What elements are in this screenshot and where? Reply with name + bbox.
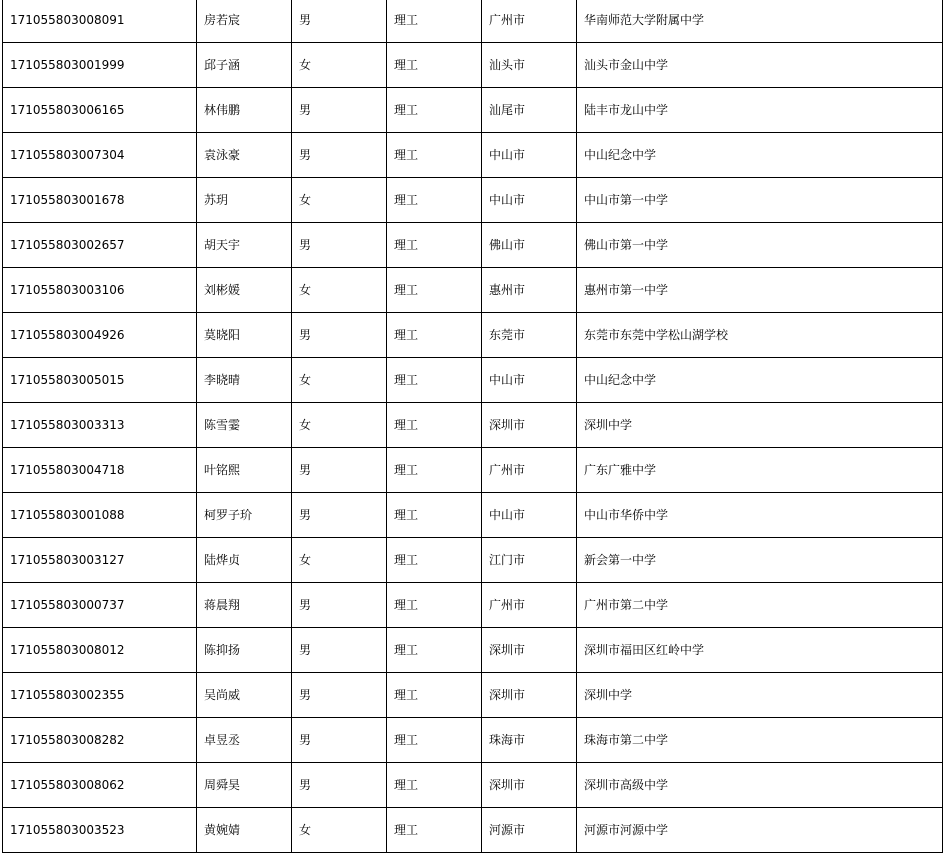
exam-id-cell: 171055803008062 — [3, 763, 197, 808]
track-cell: 理工 — [387, 268, 482, 313]
gender-cell: 男 — [292, 718, 387, 763]
gender-cell: 女 — [292, 268, 387, 313]
student-name-cell: 莫晓阳 — [197, 313, 292, 358]
gender-cell: 男 — [292, 223, 387, 268]
school-cell: 深圳中学 — [577, 403, 943, 448]
school-cell: 陆丰市龙山中学 — [577, 88, 943, 133]
table-row — [3, 718, 943, 763]
exam-id-cell: 171055803001678 — [3, 178, 197, 223]
track-cell: 理工 — [387, 403, 482, 448]
student-name-cell: 李晓晴 — [197, 358, 292, 403]
track-cell: 理工 — [387, 313, 482, 358]
table-row — [3, 268, 943, 313]
table-row — [3, 448, 943, 493]
city-cell: 深圳市 — [482, 673, 577, 718]
table-row — [3, 628, 943, 673]
city-cell: 广州市 — [482, 0, 577, 43]
school-cell: 中山纪念中学 — [577, 133, 943, 178]
track-cell: 理工 — [387, 538, 482, 583]
gender-cell: 男 — [292, 628, 387, 673]
gender-cell: 女 — [292, 808, 387, 853]
gender-cell: 女 — [292, 358, 387, 403]
school-cell: 中山市华侨中学 — [577, 493, 943, 538]
gender-cell: 男 — [292, 88, 387, 133]
track-cell: 理工 — [387, 358, 482, 403]
track-cell: 理工 — [387, 88, 482, 133]
city-cell: 东莞市 — [482, 313, 577, 358]
city-cell: 汕尾市 — [482, 88, 577, 133]
school-cell: 东莞市东莞中学松山湖学校 — [577, 313, 943, 358]
table-row — [3, 808, 943, 853]
gender-cell: 男 — [292, 763, 387, 808]
student-name-cell: 叶铭熙 — [197, 448, 292, 493]
track-cell: 理工 — [387, 673, 482, 718]
student-name-cell: 袁泳豪 — [197, 133, 292, 178]
gender-cell: 男 — [292, 493, 387, 538]
track-cell: 理工 — [387, 718, 482, 763]
city-cell: 珠海市 — [482, 718, 577, 763]
track-cell: 理工 — [387, 178, 482, 223]
table-row — [3, 403, 943, 448]
student-name-cell: 吴尚威 — [197, 673, 292, 718]
gender-cell: 女 — [292, 43, 387, 88]
table-row — [3, 223, 943, 268]
student-name-cell: 林伟鹏 — [197, 88, 292, 133]
exam-id-cell: 171055803007304 — [3, 133, 197, 178]
track-cell: 理工 — [387, 628, 482, 673]
school-cell: 惠州市第一中学 — [577, 268, 943, 313]
student-name-cell: 周舜昊 — [197, 763, 292, 808]
table-row — [3, 673, 943, 718]
school-cell: 中山市第一中学 — [577, 178, 943, 223]
table-row — [3, 583, 943, 628]
school-cell: 珠海市第二中学 — [577, 718, 943, 763]
exam-id-cell: 171055803003106 — [3, 268, 197, 313]
exam-id-cell: 171055803001999 — [3, 43, 197, 88]
student-name-cell: 柯罗子玠 — [197, 493, 292, 538]
exam-id-cell: 171055803008091 — [3, 0, 197, 43]
table-row — [3, 358, 943, 403]
table-row — [3, 763, 943, 808]
exam-id-cell: 171055803004926 — [3, 313, 197, 358]
exam-id-cell: 171055803003127 — [3, 538, 197, 583]
school-cell: 深圳市高级中学 — [577, 763, 943, 808]
school-cell: 佛山市第一中学 — [577, 223, 943, 268]
gender-cell: 男 — [292, 673, 387, 718]
gender-cell: 男 — [292, 133, 387, 178]
gender-cell: 男 — [292, 0, 387, 43]
track-cell: 理工 — [387, 763, 482, 808]
table-row — [3, 538, 943, 583]
student-name-cell: 卓昱丞 — [197, 718, 292, 763]
track-cell: 理工 — [387, 43, 482, 88]
gender-cell: 男 — [292, 313, 387, 358]
school-cell: 广东广雅中学 — [577, 448, 943, 493]
track-cell: 理工 — [387, 493, 482, 538]
school-cell: 深圳中学 — [577, 673, 943, 718]
school-cell: 华南师范大学附属中学 — [577, 0, 943, 43]
track-cell: 理工 — [387, 223, 482, 268]
city-cell: 江门市 — [482, 538, 577, 583]
gender-cell: 男 — [292, 448, 387, 493]
city-cell: 河源市 — [482, 808, 577, 853]
exam-id-cell: 171055803006165 — [3, 88, 197, 133]
exam-id-cell: 171055803002657 — [3, 223, 197, 268]
table-row — [3, 0, 943, 43]
student-name-cell: 黄婉婧 — [197, 808, 292, 853]
student-name-cell: 陆烨贞 — [197, 538, 292, 583]
city-cell: 惠州市 — [482, 268, 577, 313]
track-cell: 理工 — [387, 133, 482, 178]
student-name-cell: 蒋晨翔 — [197, 583, 292, 628]
city-cell: 深圳市 — [482, 628, 577, 673]
gender-cell: 女 — [292, 403, 387, 448]
table-row — [3, 313, 943, 358]
city-cell: 中山市 — [482, 133, 577, 178]
student-name-cell: 房若宸 — [197, 0, 292, 43]
table-row — [3, 178, 943, 223]
track-cell: 理工 — [387, 808, 482, 853]
gender-cell: 女 — [292, 178, 387, 223]
city-cell: 佛山市 — [482, 223, 577, 268]
student-name-cell: 陈雪霎 — [197, 403, 292, 448]
exam-id-cell: 171055803008012 — [3, 628, 197, 673]
city-cell: 中山市 — [482, 178, 577, 223]
city-cell: 汕头市 — [482, 43, 577, 88]
student-name-cell: 刘彬媛 — [197, 268, 292, 313]
school-cell: 新会第一中学 — [577, 538, 943, 583]
student-name-cell: 邱子涵 — [197, 43, 292, 88]
student-name-cell: 胡天宇 — [197, 223, 292, 268]
student-name-cell: 苏玥 — [197, 178, 292, 223]
school-cell: 河源市河源中学 — [577, 808, 943, 853]
table-row — [3, 133, 943, 178]
school-cell: 汕头市金山中学 — [577, 43, 943, 88]
exam-id-cell: 171055803005015 — [3, 358, 197, 403]
exam-id-cell: 171055803003313 — [3, 403, 197, 448]
exam-id-cell: 171055803001088 — [3, 493, 197, 538]
city-cell: 深圳市 — [482, 763, 577, 808]
track-cell: 理工 — [387, 448, 482, 493]
table-row — [3, 493, 943, 538]
exam-id-cell: 171055803002355 — [3, 673, 197, 718]
track-cell: 理工 — [387, 583, 482, 628]
exam-id-cell: 171055803000737 — [3, 583, 197, 628]
exam-id-cell: 171055803004718 — [3, 448, 197, 493]
track-cell: 理工 — [387, 0, 482, 43]
exam-id-cell: 171055803008282 — [3, 718, 197, 763]
city-cell: 中山市 — [482, 358, 577, 403]
table-row — [3, 43, 943, 88]
gender-cell: 男 — [292, 583, 387, 628]
city-cell: 广州市 — [482, 448, 577, 493]
gender-cell: 女 — [292, 538, 387, 583]
city-cell: 广州市 — [482, 583, 577, 628]
school-cell: 深圳市福田区红岭中学 — [577, 628, 943, 673]
city-cell: 中山市 — [482, 493, 577, 538]
student-name-cell: 陈抑扬 — [197, 628, 292, 673]
school-cell: 广州市第二中学 — [577, 583, 943, 628]
school-cell: 中山纪念中学 — [577, 358, 943, 403]
student-table — [2, 0, 943, 853]
city-cell: 深圳市 — [482, 403, 577, 448]
table-row — [3, 88, 943, 133]
exam-id-cell: 171055803003523 — [3, 808, 197, 853]
